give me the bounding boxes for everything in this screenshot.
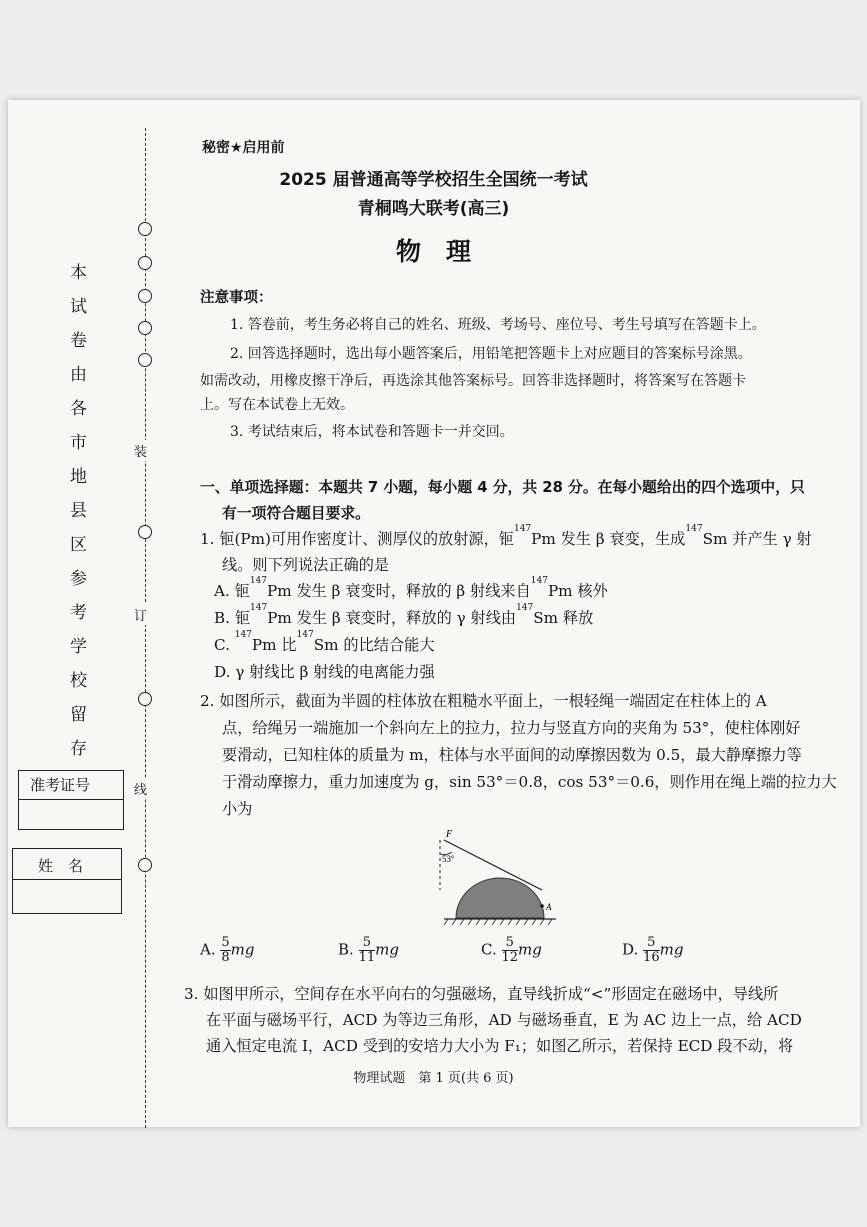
exam-title: 2025 届普通高等学校招生全国统一考试: [279, 170, 588, 190]
binding-hole-circle: [138, 858, 152, 872]
margin-vertical-char: 留: [70, 705, 87, 725]
margin-vertical-char: 试: [70, 297, 87, 317]
page-footer: 物理试题 第 1 页(共 6 页): [353, 1071, 514, 1086]
margin-vertical-char: 区: [70, 535, 87, 555]
question-1-option-c[interactable]: C. $^{147}$Pm 比$^{147}$Sm 的比结合能大: [214, 630, 435, 654]
force-label: F: [446, 829, 453, 840]
margin-vertical-char: 县: [70, 501, 87, 521]
question-1-option-d[interactable]: D. γ 射线比 β 射线的电离能力强: [214, 663, 435, 681]
margin-vertical-char: 学: [70, 637, 87, 657]
notice-item-2-cont: 如需改动，用橡皮擦干净后，再选涂其他答案标号。回答非选择题时，将答案写在答题卡: [200, 373, 746, 389]
ground-hatching: [444, 919, 552, 925]
section-heading-cont: 有一项符合题目要求。: [222, 505, 370, 522]
question-2-stem-cont: 要滑动，已知柱体的质量为 m，柱体与水平面间的动摩擦因数为 0.5，最大静摩擦力等: [222, 746, 802, 764]
question-1-option-a[interactable]: A. 钷$^{147}$Pm 发生 β 衰变时，释放的 β 射线来自$^{147}$Pm 核外: [214, 576, 608, 600]
notice-item-2-cont: 上。写在本试卷上无效。: [200, 397, 354, 413]
question-2-stem-cont: 于滑动摩擦力，重力加速度为 g，sin 53°＝0.8，cos 53°＝0.6，则作用在绳上端的拉力大: [222, 773, 837, 791]
binding-hole-circle: [138, 525, 152, 539]
question-3-stem: 3. 如图甲所示，空间存在水平向右的匀强磁场，直导线折成“<”形固定在磁场中，导线所: [184, 985, 779, 1003]
binding-hole-circle: [138, 353, 152, 367]
question-3-stem-cont: 通入恒定电流 I，ACD 受到的安培力大小为 F₁；如图乙所示，若保持 ECD 段不动，将: [206, 1037, 794, 1055]
margin-vertical-char: 市: [70, 433, 87, 453]
question-2-option-d[interactable]: D. $\frac{5}{16}$ mg: [622, 935, 684, 965]
question-2-option-a[interactable]: A. $\frac{5}{8}$ mg: [200, 935, 255, 965]
section-heading: 一、单项选择题：本题共 7 小题，每小题 4 分，共 28 分。在每小题给出的四个选项中，只: [200, 479, 805, 496]
question-2-option-b[interactable]: B. $\frac{5}{11}$ mg: [338, 935, 399, 965]
margin-vertical-char: 由: [70, 365, 87, 385]
subject-title: 物 理: [395, 237, 471, 266]
binding-hole-circle: [138, 289, 152, 303]
notice-item-1: 1. 答卷前，考生务必将自己的姓名、班级、考场号、座位号、考生号填写在答题卡上。: [230, 317, 766, 333]
question-2-stem-cont: 点，给绳另一端施加一个斜向左上的拉力，拉力与竖直方向的夹角为 53°，使柱体刚好: [222, 719, 801, 737]
point-a-dot: [540, 904, 544, 908]
margin-vertical-char: 本: [70, 263, 87, 283]
binding-dashed-line: [145, 128, 146, 1128]
question-2-figure: [430, 826, 570, 928]
question-3-stem-cont: 在平面与磁场平行，ACD 为等边三角形，AD 与磁场垂直，E 为 AC 边上一点，给 ACD: [206, 1011, 802, 1029]
margin-vertical-char: 地: [70, 467, 87, 487]
binding-char: 线: [134, 778, 147, 799]
question-2-option-c[interactable]: C. $\frac{5}{12}$ mg: [481, 935, 542, 965]
question-2-stem-cont: 小为: [222, 800, 253, 818]
question-2-stem: 2. 如图所示，截面为半圆的柱体放在粗糙水平面上，一根轻绳一端固定在柱体上的 A: [200, 692, 767, 710]
margin-vertical-char: 存: [70, 739, 87, 759]
margin-vertical-char: 各: [70, 399, 87, 419]
angle-label: 53°: [442, 854, 455, 864]
exam-subtitle: 青桐鸣大联考(高三): [357, 199, 510, 219]
margin-vertical-char: 卷: [70, 331, 87, 351]
question-1-option-b[interactable]: B. 钷$^{147}$Pm 发生 β 衰变时，释放的 γ 射线由$^{147}$Sm 释放: [214, 603, 594, 627]
confidential-mark: 秘密★启用前: [202, 140, 285, 156]
margin-vertical-char: 参: [70, 569, 87, 589]
point-a-label: A: [546, 902, 552, 912]
name-label: 姓 名: [38, 857, 84, 875]
margin-vertical-char: 考: [70, 603, 87, 623]
question-1-stem-cont: 线。则下列说法正确的是: [222, 556, 390, 574]
binding-char: 装: [134, 440, 147, 461]
question-1-stem: 1. 钷(Pm)可用作密度计、测厚仪的放射源，钷$^{147}$Pm 发生 β 衰变，生成$^{147}$Sm 并产生 γ 射: [200, 524, 812, 548]
margin-vertical-char: 校: [70, 671, 87, 691]
notice-item-3: 3. 考试结束后，将本试卷和答题卡一并交回。: [230, 424, 514, 440]
binding-hole-circle: [138, 692, 152, 706]
notice-item-2: 2. 回答选择题时，选出每小题答案后，用铅笔把答题卡上对应题目的答案标号涂黑。: [230, 346, 752, 362]
notice-heading: 注意事项：: [200, 290, 273, 306]
binding-hole-circle: [138, 321, 152, 335]
exam-id-label: 准考证号: [30, 776, 91, 794]
binding-char: 订: [134, 604, 147, 625]
